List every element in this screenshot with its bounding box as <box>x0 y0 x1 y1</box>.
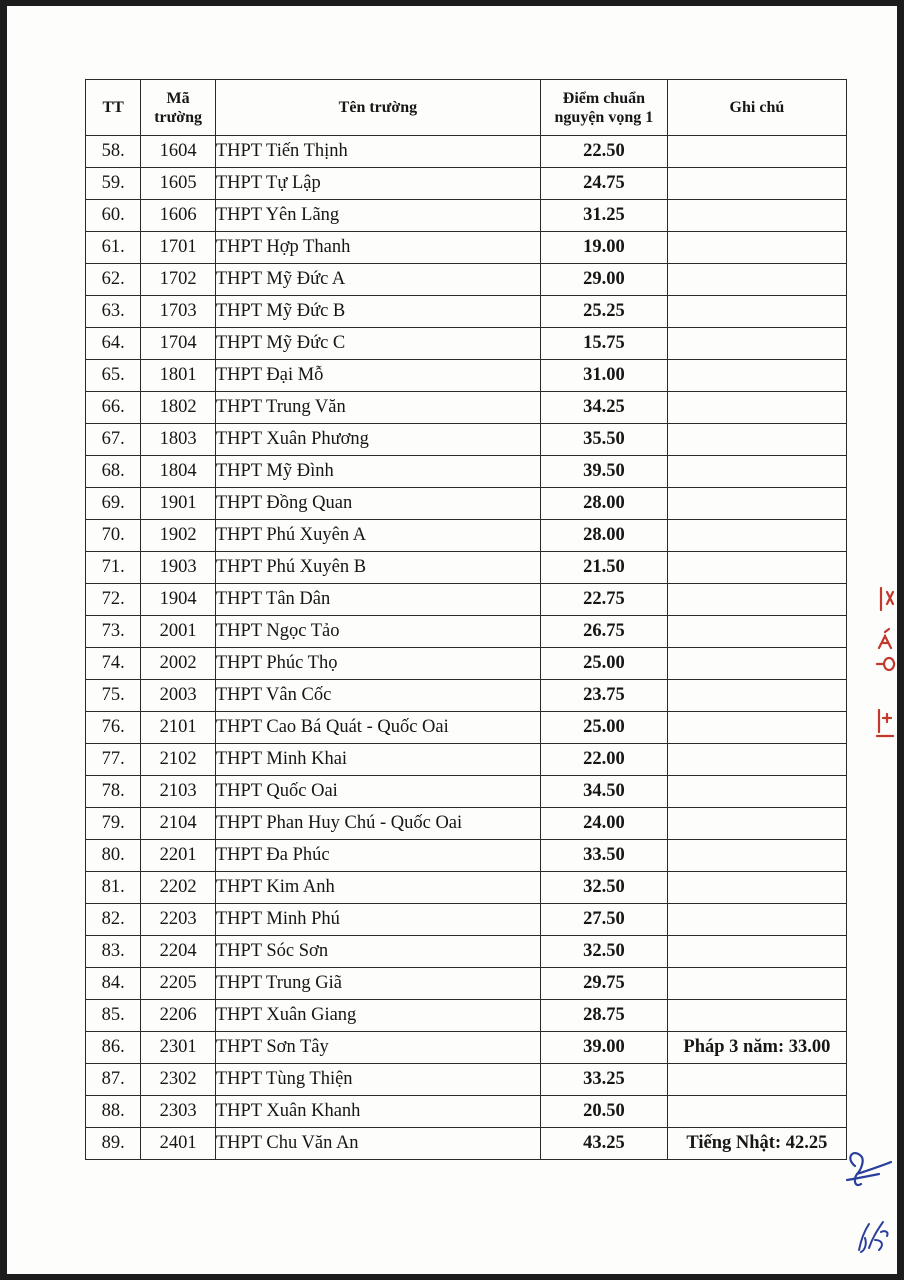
school-name: THPT Tân Dân <box>215 584 540 616</box>
header-tt: TT <box>86 80 141 136</box>
school-name: THPT Phú Xuyên A <box>215 520 540 552</box>
note <box>667 808 846 840</box>
school-name: THPT Mỹ Đức B <box>215 296 540 328</box>
note <box>667 936 846 968</box>
document-page <box>7 6 897 1274</box>
row-number: 79. <box>86 808 141 840</box>
note <box>667 872 846 904</box>
row-number: 86. <box>86 1032 141 1064</box>
school-code: 2206 <box>141 1000 215 1032</box>
header-school-code <box>141 80 215 136</box>
note <box>667 1000 846 1032</box>
note <box>667 904 846 936</box>
school-code: 1903 <box>141 552 215 584</box>
note <box>667 552 846 584</box>
school-name: THPT Xuân Khanh <box>215 1096 540 1128</box>
table-row <box>86 680 847 712</box>
header-score-line2: nguyện vọng 1 <box>554 108 654 126</box>
cutoff-score: 28.00 <box>540 520 667 552</box>
school-code: 1704 <box>141 328 215 360</box>
table-row <box>86 584 847 616</box>
table-row <box>86 136 847 168</box>
cutoff-score: 26.75 <box>540 616 667 648</box>
table-row <box>86 744 847 776</box>
cutoff-score: 25.00 <box>540 648 667 680</box>
note <box>667 200 846 232</box>
school-code: 2102 <box>141 744 215 776</box>
school-name: THPT Đa Phúc <box>215 840 540 872</box>
note <box>667 1096 846 1128</box>
school-name: THPT Ngọc Tảo <box>215 616 540 648</box>
note <box>667 328 846 360</box>
note <box>667 392 846 424</box>
cutoff-score: 34.25 <box>540 392 667 424</box>
school-name: THPT Kim Anh <box>215 872 540 904</box>
school-code: 1801 <box>141 360 215 392</box>
school-code: 2203 <box>141 904 215 936</box>
row-number: 83. <box>86 936 141 968</box>
school-name: THPT Tiến Thịnh <box>215 136 540 168</box>
school-name: THPT Trung Giã <box>215 968 540 1000</box>
row-number: 81. <box>86 872 141 904</box>
cutoff-score: 29.75 <box>540 968 667 1000</box>
header-cutoff-score <box>540 80 667 136</box>
red-stamp-fragment <box>873 586 897 746</box>
row-number: 64. <box>86 328 141 360</box>
table-row <box>86 616 847 648</box>
note <box>667 232 846 264</box>
table-row <box>86 840 847 872</box>
cutoff-score: 33.25 <box>540 1064 667 1096</box>
cutoff-score: 22.00 <box>540 744 667 776</box>
row-number: 60. <box>86 200 141 232</box>
header-code-line2: trường <box>154 108 202 126</box>
cutoff-score: 32.50 <box>540 872 667 904</box>
row-number: 78. <box>86 776 141 808</box>
row-number: 67. <box>86 424 141 456</box>
row-number: 75. <box>86 680 141 712</box>
note <box>667 840 846 872</box>
table-row <box>86 1096 847 1128</box>
school-code: 2204 <box>141 936 215 968</box>
table-row <box>86 456 847 488</box>
school-name: THPT Mỹ Đình <box>215 456 540 488</box>
school-code: 2401 <box>141 1128 215 1160</box>
header-school-name: Tên trường <box>215 80 540 136</box>
note <box>667 712 846 744</box>
table-row <box>86 872 847 904</box>
note <box>667 296 846 328</box>
cutoff-score: 19.00 <box>540 232 667 264</box>
school-name: THPT Sóc Sơn <box>215 936 540 968</box>
school-name: THPT Cao Bá Quát - Quốc Oai <box>215 712 540 744</box>
school-name: THPT Phúc Thọ <box>215 648 540 680</box>
school-code: 2201 <box>141 840 215 872</box>
school-name: THPT Đồng Quan <box>215 488 540 520</box>
school-code: 2301 <box>141 1032 215 1064</box>
note <box>667 744 846 776</box>
school-name: THPT Sơn Tây <box>215 1032 540 1064</box>
row-number: 82. <box>86 904 141 936</box>
school-code: 1606 <box>141 200 215 232</box>
row-number: 87. <box>86 1064 141 1096</box>
row-number: 72. <box>86 584 141 616</box>
row-number: 80. <box>86 840 141 872</box>
table-row <box>86 1000 847 1032</box>
cutoff-score: 28.75 <box>540 1000 667 1032</box>
school-name: THPT Tùng Thiện <box>215 1064 540 1096</box>
cutoff-score: 28.00 <box>540 488 667 520</box>
table-row <box>86 808 847 840</box>
table-row <box>86 776 847 808</box>
note <box>667 1064 846 1096</box>
cutoff-score: 22.75 <box>540 584 667 616</box>
cutoff-score: 34.50 <box>540 776 667 808</box>
school-name: THPT Minh Phú <box>215 904 540 936</box>
header-score-line1: Điểm chuẩn <box>562 89 645 107</box>
school-code: 2001 <box>141 616 215 648</box>
row-number: 58. <box>86 136 141 168</box>
note <box>667 776 846 808</box>
table-row <box>86 552 847 584</box>
row-number: 89. <box>86 1128 141 1160</box>
note <box>667 584 846 616</box>
note: Pháp 3 năm: 33.00 <box>667 1032 846 1064</box>
row-number: 61. <box>86 232 141 264</box>
cutoff-score: 21.50 <box>540 552 667 584</box>
cutoff-score: 24.00 <box>540 808 667 840</box>
table-row <box>86 1128 847 1160</box>
row-number: 69. <box>86 488 141 520</box>
table-row <box>86 520 847 552</box>
cutoff-score: 24.75 <box>540 168 667 200</box>
table-row <box>86 1032 847 1064</box>
school-code: 2003 <box>141 680 215 712</box>
school-code: 2302 <box>141 1064 215 1096</box>
cutoff-score: 35.50 <box>540 424 667 456</box>
row-number: 84. <box>86 968 141 1000</box>
school-code: 1702 <box>141 264 215 296</box>
school-name: THPT Yên Lãng <box>215 200 540 232</box>
school-name: THPT Vân Cốc <box>215 680 540 712</box>
row-number: 74. <box>86 648 141 680</box>
row-number: 76. <box>86 712 141 744</box>
school-name: THPT Quốc Oai <box>215 776 540 808</box>
cutoff-score: 27.50 <box>540 904 667 936</box>
cutoff-score: 25.00 <box>540 712 667 744</box>
row-number: 63. <box>86 296 141 328</box>
table-row <box>86 296 847 328</box>
table-row <box>86 232 847 264</box>
school-code: 1802 <box>141 392 215 424</box>
cutoff-score: 15.75 <box>540 328 667 360</box>
row-number: 59. <box>86 168 141 200</box>
row-number: 85. <box>86 1000 141 1032</box>
note <box>667 488 846 520</box>
table-row <box>86 264 847 296</box>
cutoff-score: 25.25 <box>540 296 667 328</box>
school-code: 1902 <box>141 520 215 552</box>
note <box>667 680 846 712</box>
table-row <box>86 200 847 232</box>
school-name: THPT Phan Huy Chú - Quốc Oai <box>215 808 540 840</box>
row-number: 71. <box>86 552 141 584</box>
note <box>667 648 846 680</box>
cutoff-score: 39.00 <box>540 1032 667 1064</box>
table-header-row <box>86 80 847 136</box>
school-code: 2002 <box>141 648 215 680</box>
table-row <box>86 360 847 392</box>
cutoff-score: 33.50 <box>540 840 667 872</box>
school-code: 1901 <box>141 488 215 520</box>
school-name: THPT Mỹ Đức C <box>215 328 540 360</box>
row-number: 65. <box>86 360 141 392</box>
note: Tiếng Nhật: 42.25 <box>667 1128 846 1160</box>
note <box>667 968 846 1000</box>
school-code: 2101 <box>141 712 215 744</box>
cutoff-score: 32.50 <box>540 936 667 968</box>
cutoff-score: 29.00 <box>540 264 667 296</box>
table-row <box>86 936 847 968</box>
school-code: 2104 <box>141 808 215 840</box>
school-code: 1803 <box>141 424 215 456</box>
school-name: THPT Chu Văn An <box>215 1128 540 1160</box>
cutoff-score: 31.25 <box>540 200 667 232</box>
school-name: THPT Xuân Giang <box>215 1000 540 1032</box>
school-code: 1703 <box>141 296 215 328</box>
table-row <box>86 328 847 360</box>
note <box>667 616 846 648</box>
table-row <box>86 968 847 1000</box>
school-name: THPT Phú Xuyên B <box>215 552 540 584</box>
row-number: 73. <box>86 616 141 648</box>
school-name: THPT Hợp Thanh <box>215 232 540 264</box>
school-code: 2303 <box>141 1096 215 1128</box>
row-number: 88. <box>86 1096 141 1128</box>
table-row <box>86 1064 847 1096</box>
note <box>667 168 846 200</box>
table-body <box>86 136 847 1160</box>
school-code: 2103 <box>141 776 215 808</box>
school-code: 2202 <box>141 872 215 904</box>
table-row <box>86 168 847 200</box>
school-name: THPT Trung Văn <box>215 392 540 424</box>
school-name: THPT Đại Mỗ <box>215 360 540 392</box>
school-code: 1701 <box>141 232 215 264</box>
header-note: Ghi chú <box>667 80 846 136</box>
table-row <box>86 424 847 456</box>
school-code: 1904 <box>141 584 215 616</box>
initials-mark <box>851 1218 893 1258</box>
admission-score-table <box>85 79 847 1160</box>
table-row <box>86 392 847 424</box>
school-code: 1605 <box>141 168 215 200</box>
cutoff-score: 22.50 <box>540 136 667 168</box>
table-row <box>86 488 847 520</box>
row-number: 62. <box>86 264 141 296</box>
table-row <box>86 648 847 680</box>
school-name: THPT Xuân Phương <box>215 424 540 456</box>
cutoff-score: 31.00 <box>540 360 667 392</box>
note <box>667 136 846 168</box>
school-code: 2205 <box>141 968 215 1000</box>
school-code: 1804 <box>141 456 215 488</box>
note <box>667 520 846 552</box>
signature-mark <box>839 1144 895 1194</box>
row-number: 66. <box>86 392 141 424</box>
note <box>667 360 846 392</box>
header-code-line1: Mã <box>166 89 190 107</box>
row-number: 77. <box>86 744 141 776</box>
cutoff-score: 23.75 <box>540 680 667 712</box>
cutoff-score: 43.25 <box>540 1128 667 1160</box>
school-code: 1604 <box>141 136 215 168</box>
cutoff-score: 20.50 <box>540 1096 667 1128</box>
school-name: THPT Mỹ Đức A <box>215 264 540 296</box>
cutoff-score: 39.50 <box>540 456 667 488</box>
school-name: THPT Minh Khai <box>215 744 540 776</box>
note <box>667 424 846 456</box>
row-number: 70. <box>86 520 141 552</box>
row-number: 68. <box>86 456 141 488</box>
note <box>667 264 846 296</box>
school-name: THPT Tự Lập <box>215 168 540 200</box>
table-row <box>86 904 847 936</box>
table-row <box>86 712 847 744</box>
note <box>667 456 846 488</box>
